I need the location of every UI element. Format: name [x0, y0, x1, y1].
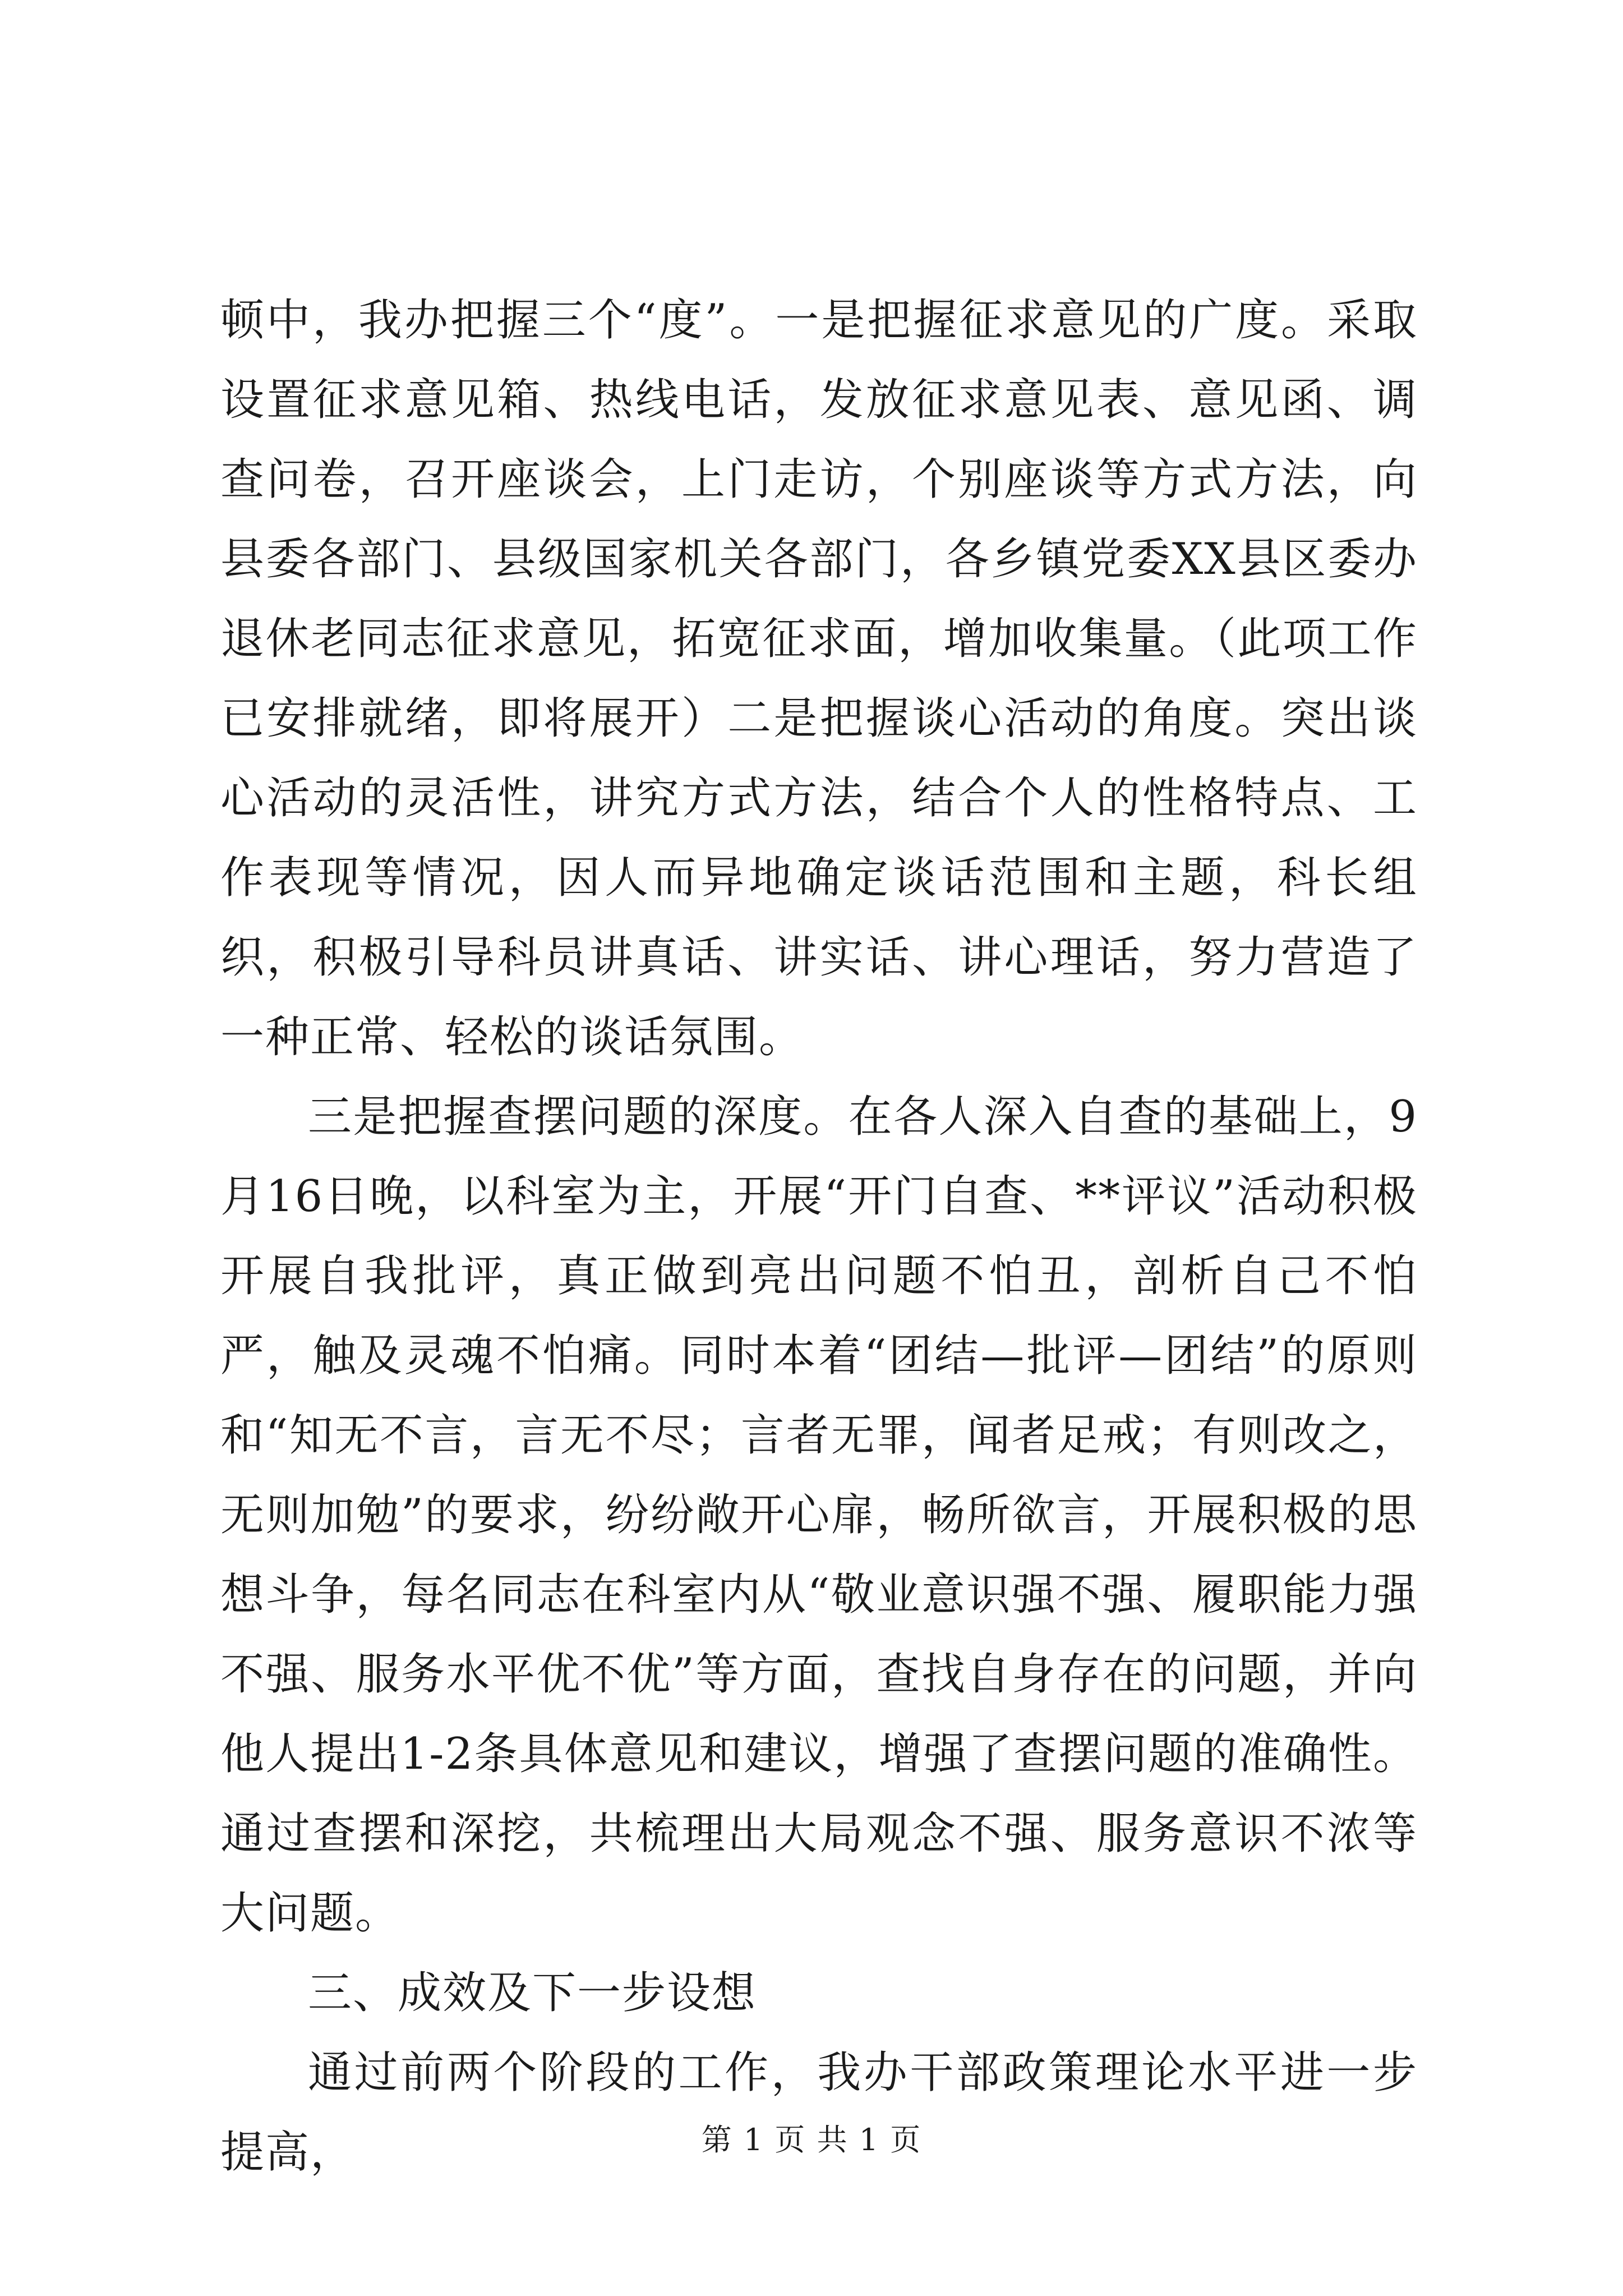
paragraph-results: 通过前两个阶段的工作，我办干部政策理论水平进一步提高， [220, 2047, 1418, 2178]
paragraph-third-point: 三是把握查摆问题的深度。在各人深入自查的基础上，9月16日晚，以科室为主，开展“开门自查、**评议”活动积极开展自我批评，真正做到亮出问题不怕丑，剖析自己不怕严，触及灵魂不怕痛。同时本着“团结—批评—团结”的原则和“知无不言，言无不尽；言者无罪，闻者足戒；有则改之，无则加勉”的要求，纷纷敞开心扉，畅所欲言，开展积极的思想斗争，每名同志在科室内从“敬业意识强不强、履职能力强不强、服务水平优不优”等方面，查找自身存在的问题，并向他人提出1-2条具体意见和建议，增强了查摆问题的准确性。通过查摆和深挖，共梳理出大局观念不强、服务意识不浓等大问题。 [220, 1092, 1418, 1939]
section-heading: 三、成效及下一步设想 [308, 1968, 757, 2018]
paragraph-continuation: 顿中，我办把握三个“度”。一是把握征求意见的广度。采取设置征求意见箱、热线电话，发放征求意见表、意见函、调查问卷，召开座谈会，上门走访，个别座谈等方式方法，向县委各部门、县级国家机关各部门，各乡镇党委XX县区委办退休老同志征求意见，拓宽征求面，增加收集量。（此项工作已安排就绪，即将展开）二是把握谈心活动的角度。突出谈心活动的灵活性，讲究方式方法，结合个人的性格特点、工作表现等情况，因人而异地确定谈话范围和主题，科长组织，积极引导科员讲真话、讲实话、讲心理话，努力营造了一种正常、轻松的谈话氛围。 [220, 295, 1418, 1062]
document-body [220, 280, 1418, 2192]
page-number-footer: 第 1 页 共 1 页 [701, 2122, 922, 2157]
